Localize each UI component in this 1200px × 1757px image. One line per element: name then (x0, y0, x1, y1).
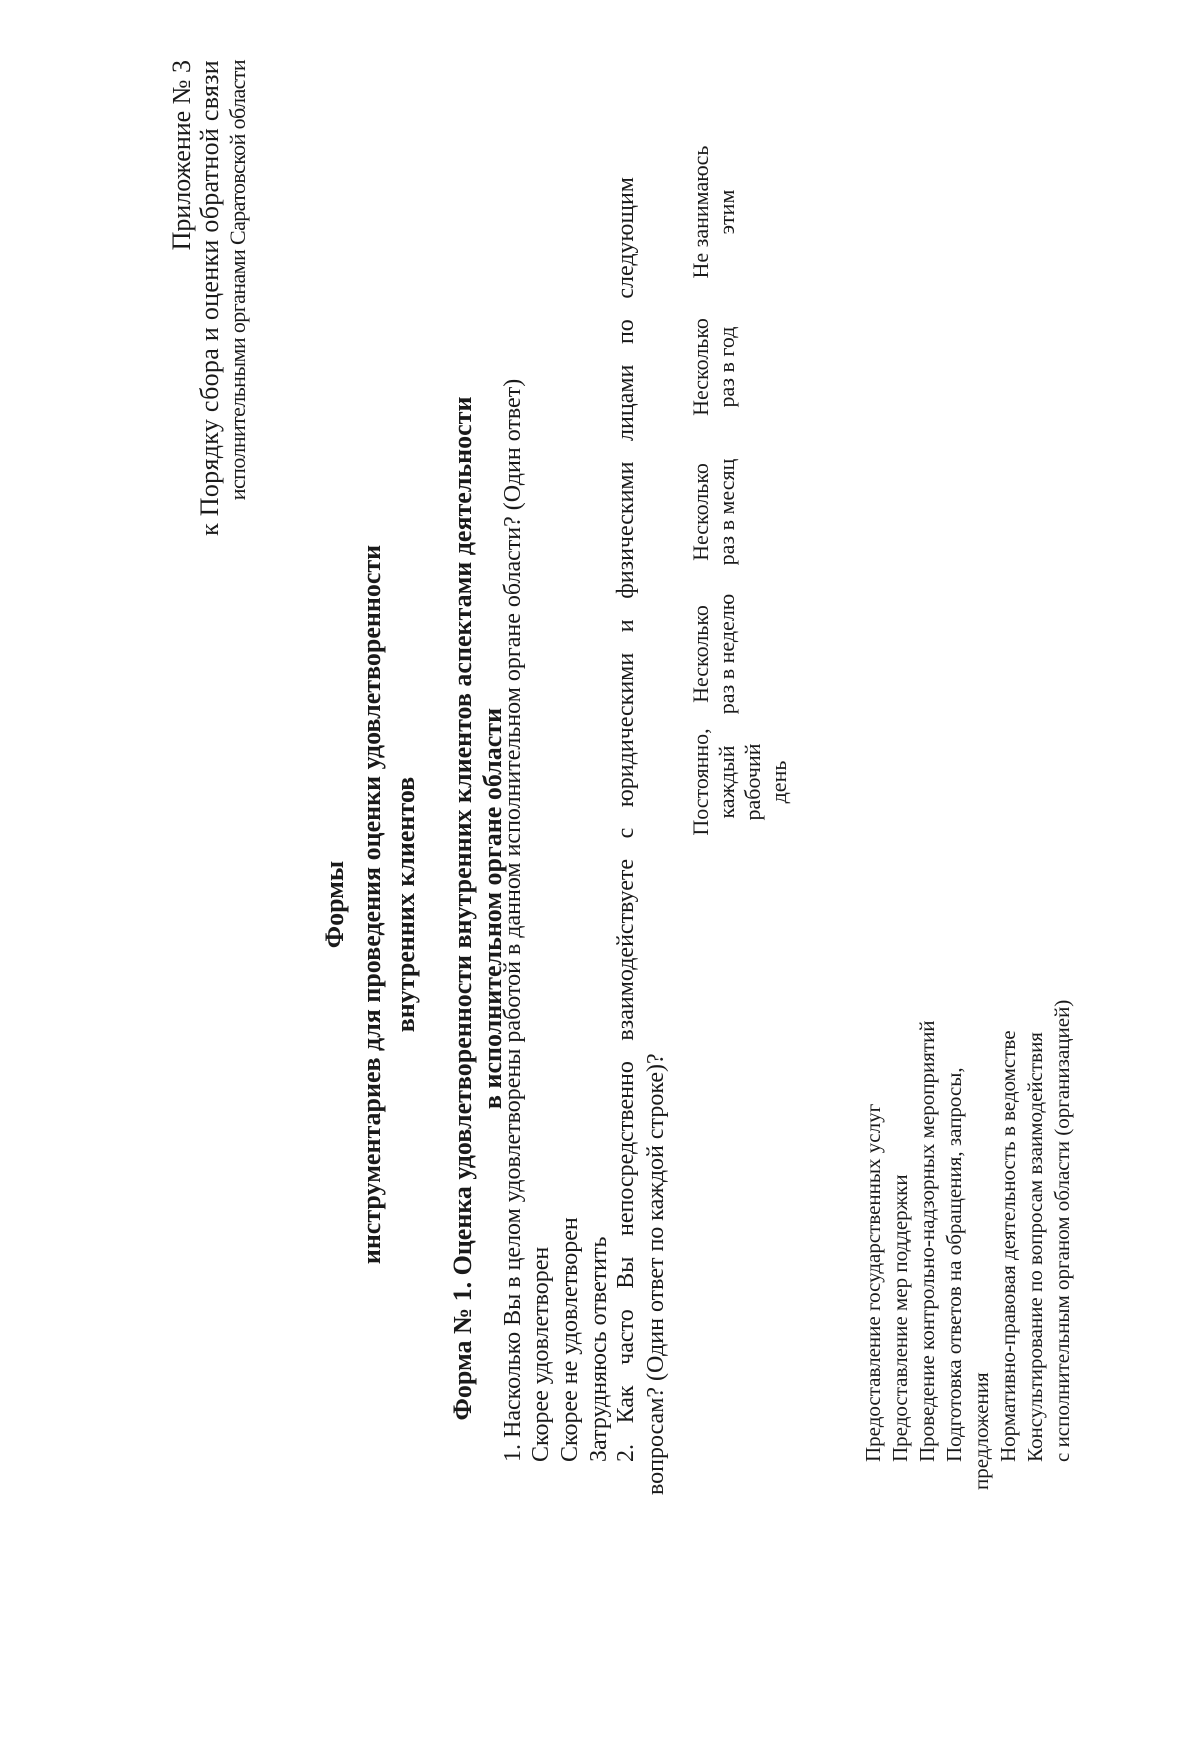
row-label: Предоставление государственных услуг (861, 1103, 885, 1462)
question-1-options (527, 1217, 614, 1462)
page-title: Формы (320, 860, 349, 949)
column-header-text: каждый (714, 745, 739, 819)
column-header-text: этим (714, 189, 739, 235)
question-2-line-1: 2. Как часто Вы непосредственно взаимодействуете с юридическими и физическими лицами по следующим (613, 177, 639, 1462)
subtitle-line-1: инструментариев для проведения оценки удовлетворенности (357, 544, 386, 1265)
form1-title-line-2: в исполнительном органе области (478, 707, 507, 1110)
frequency-column-daily (688, 722, 792, 842)
column-header-text: раз в год (714, 326, 739, 408)
appendix-header (168, 60, 252, 536)
column-header-text: Не занимаюсь (688, 145, 713, 279)
form1-title-line-1: Форма № 1. Оценка удовлетворенности внутренних клиентов аспектами деятельности (448, 396, 477, 1421)
frequency-column-yearly (688, 302, 740, 432)
question-2-line-2: вопросам? (Один ответ по каждой строке)? (643, 1053, 669, 1495)
appendix-number: Приложение № 3 (167, 60, 196, 251)
column-header-text: Несколько (688, 463, 713, 561)
frequency-column-monthly (688, 442, 740, 582)
frequency-column-never (688, 137, 740, 287)
column-header-text: Несколько (688, 605, 713, 703)
answer-option: Скорее удовлетворен (528, 1246, 554, 1462)
row-label: Проведение контрольно-надзорных мероприятий (915, 1020, 939, 1462)
question-1: 1. Насколько Вы в целом удовлетворены работой в данном исполнительном органе области? (Один ответ) (500, 378, 526, 1462)
column-header-text: рабочий (740, 743, 765, 821)
row-label: Предоставление мер поддержки (888, 1174, 912, 1462)
page-subtitle (355, 56, 423, 1753)
form1-heading (448, 60, 508, 1757)
column-header-text: день (766, 760, 791, 804)
row-labels (860, 1000, 1076, 1490)
appendix-reference: к Порядку сбора и оценки обратной связи (195, 60, 224, 536)
column-header-text: Несколько (688, 318, 713, 416)
column-header-text: раз в месяц (714, 458, 739, 566)
frequency-column-weekly (688, 579, 740, 729)
row-label: с исполнительным органом области (организацией) (1050, 999, 1074, 1462)
row-label: Подготовка ответов на обращения, запросы, (942, 1067, 966, 1462)
row-label: Консультирование по вопросам взаимодействия (1023, 1032, 1047, 1462)
answer-option: Затрудняюсь ответить (586, 1236, 612, 1462)
answer-option: Скорее не удовлетворен (557, 1217, 583, 1462)
column-header-text: Постоянно, (688, 728, 713, 836)
column-header-text: раз в неделю (714, 593, 739, 715)
subtitle-line-2: внутренних клиентов (391, 776, 420, 1033)
row-label: Нормативно-правовая деятельность в ведомстве (996, 1030, 1020, 1462)
appendix-authority: исполнительными органами Саратовской области (225, 60, 250, 501)
row-label: предложения (969, 1372, 993, 1490)
